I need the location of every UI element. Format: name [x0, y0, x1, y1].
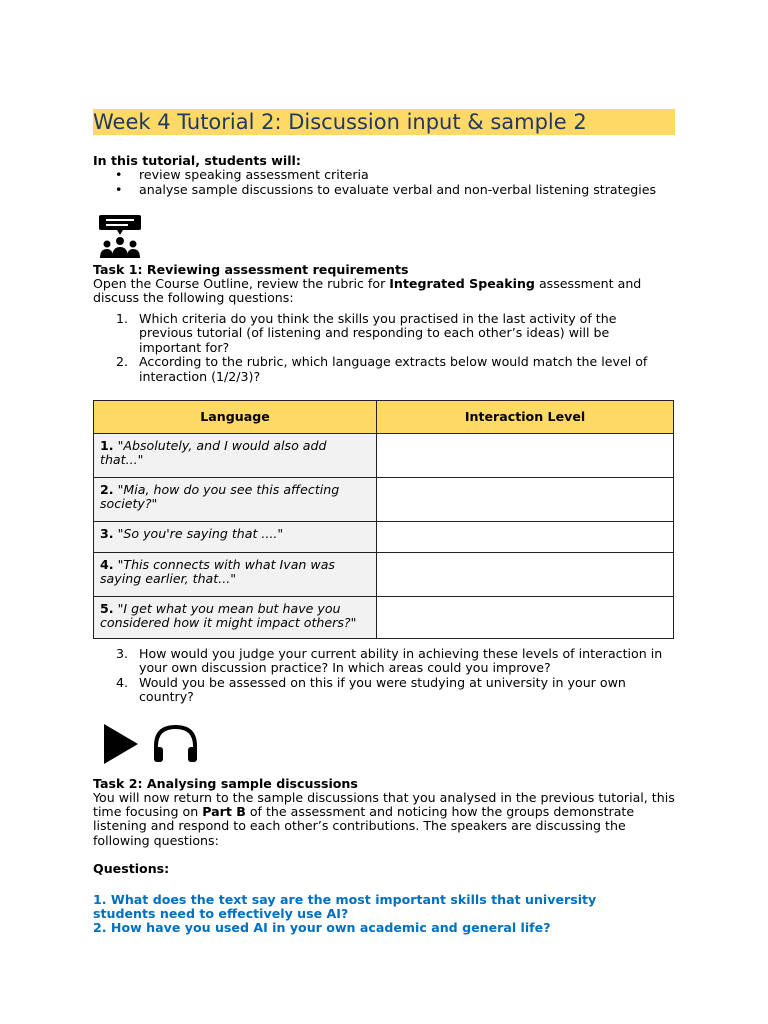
discussion-question: 2. How have you used AI in your own academic and general life?	[93, 920, 551, 935]
interaction-level-cell[interactable]	[377, 522, 674, 553]
column-header-language: Language	[94, 401, 377, 434]
language-cell: 1. "Absolutely, and I would also add that..."	[94, 434, 377, 478]
rubric-bold-text: Integrated Speaking	[389, 276, 535, 291]
language-cell: 3. "So you're saying that ...."	[94, 522, 377, 553]
table-row	[94, 478, 674, 522]
task1-questions-a	[93, 312, 673, 384]
list-item: 1. Which criteria do you think the skills you practised in the last activity of the previous tutorial (of listening and responding to each other’s ideas) will be important for?	[116, 311, 617, 355]
table-row	[94, 434, 674, 478]
interaction-level-cell[interactable]	[377, 478, 674, 522]
task1-questions-b	[93, 647, 673, 705]
list-item: • review speaking assessment criteria	[93, 168, 713, 183]
language-cell: 4. "This connects with what Ivan was saying earlier, that..."	[94, 553, 377, 597]
page-title: Week 4 Tutorial 2: Discussion input & sample 2	[93, 109, 675, 135]
list-item: 4. Would you be assessed on this if you were studying at university in your own country?	[116, 674, 626, 705]
task2-heading: Task 2: Analysing sample discussions	[93, 776, 358, 791]
interaction-level-cell[interactable]	[377, 434, 674, 478]
list-item: 3. How would you judge your current ability in achieving these levels of interaction in your own discussion practice? In which areas could you improve?	[116, 646, 663, 676]
intro-heading: In this tutorial, students will:	[93, 153, 301, 168]
table-row	[94, 553, 674, 597]
interaction-level-cell[interactable]	[377, 553, 674, 597]
headphones-icon	[152, 724, 199, 764]
table-header-row	[94, 401, 674, 434]
part-b-bold-text: Part B	[202, 804, 246, 820]
table-row	[94, 522, 674, 553]
task1-intro: Open the Course Outline, review the rubric for Integrated Speaking assessment and discuss the following questions:	[93, 276, 642, 306]
play-icon	[103, 723, 139, 765]
table-row	[94, 597, 674, 639]
questions-label: Questions:	[93, 861, 170, 876]
language-cell: 5. "I get what you mean but have you considered how it might impact others?"	[94, 597, 377, 639]
task2-paragraph: You will now return to the sample discussions that you analysed in the previous tutorial, this time focusing on Part B of the assessment and noticing how the groups demonstrate listening and respond to each other’s contributions. The speakers are discussing the following questions:	[93, 790, 675, 848]
list-item: 2. According to the rubric, which language extracts below would match the level of interaction (1/2/3)?	[116, 354, 648, 384]
language-cell: 2. "Mia, how do you see this affecting society?"	[94, 478, 377, 522]
discussion-group-icon	[97, 214, 143, 260]
discussion-question: 1. What does the text say are the most important skills that university students need to effectively use AI?	[93, 892, 597, 922]
list-item: • analyse sample discussions to evaluate verbal and non-verbal listening strategies	[93, 183, 713, 198]
interaction-level-cell[interactable]	[377, 597, 674, 639]
task1-heading: Task 1: Reviewing assessment requirements	[93, 262, 409, 277]
column-header-interaction-level: Interaction Level	[377, 401, 674, 434]
interaction-table	[93, 400, 674, 639]
intro-bullet-list	[93, 168, 713, 197]
